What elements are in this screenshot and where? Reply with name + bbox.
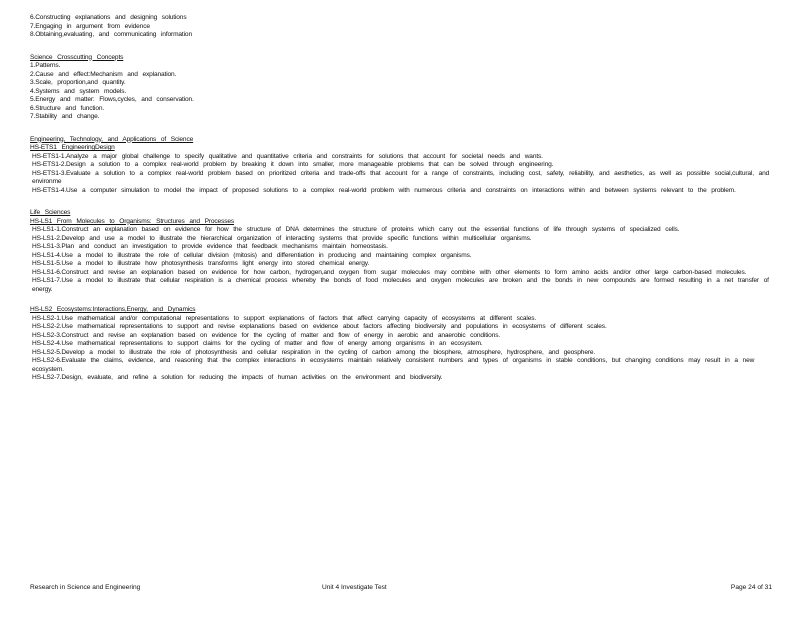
crosscutting-item: 6.Structure and function.: [30, 104, 105, 112]
ets-subheading: HS-ETS1 EngineeringDesign: [30, 144, 115, 151]
practice-item: 7.Engaging in argument from evidence: [30, 22, 150, 30]
crosscutting-item: 4.Systems and system models.: [30, 87, 127, 95]
ls2-subheading: HS-LS2 Ecosystems:Interactions,Energy, and Dynamics: [30, 306, 196, 313]
standard-item: HS-ETS1-2.Design a solution to a complex real-world problem by breaking it down into smaller, more manageable problems that can be solved through engineering.: [32, 161, 554, 168]
standard-item: HS-ETS1-3.Evaluate a solution to a complex real-world problem based on prioritized criteria and trade-offs that account for a range of constraints, including cost, safety, reliability, and aesthetics, as well as possible social,cultural, and environme: [32, 169, 770, 185]
standard-item: HS-LS1-1.Construct an explanation based on evidence for how the structure of DNA determines the structure of proteins which carry out the essential functions of life through systems of specialized cells.: [32, 226, 680, 233]
footer-left-text: Research in Science and Engineering: [30, 584, 141, 591]
standard-item: HS-ETS1-1.Analyze a major global challenge to specify qualitative and quantitative criteria and constraints for solutions that account for societal needs and wants.: [32, 152, 543, 160]
standard-item: HS-LS2-5.Develop a model to illustrate the role of photosynthesis and cellular respiration in the cycling of carbon among the biosphere, atmosphere, hydrosphere, and geosphere.: [32, 348, 596, 356]
crosscutting-item: 7.Stability and change.: [30, 113, 100, 120]
ets-heading: Engineering, Technology, and Applications of Science: [30, 135, 194, 143]
life-sciences-section: [30, 209, 772, 383]
ets-section: [30, 136, 772, 196]
standard-item: HS-LS2-4.Use mathematical representations to support claims for the cycling of matter and flow of energy among organisms in an ecosystem.: [32, 340, 483, 347]
standard-item: HS-LS1-2.Develop and use a model to illustrate the hierarchical organization of interacting systems that provide specific functions within multicellular organisms.: [32, 234, 532, 242]
crosscutting-section: [30, 54, 772, 122]
ls1-subheading: HS-LS1 From Molecules to Organisms: Structures and Processes: [30, 217, 235, 225]
standard-item: HS-LS1-4.Use a model to illustrate the role of cellular division (mitosis) and differentiation in producing and maintaining complex organisms.: [32, 251, 472, 259]
practice-item: 6.Constructing explanations and designing solutions: [30, 14, 187, 21]
crosscutting-item: 1.Patterns.: [30, 62, 61, 69]
standard-item: HS-ETS1-4.Use a computer simulation to model the impact of proposed solutions to a complex real-world problem with numerous criteria and constraints on interactions within and between systems relevant to the problem.: [32, 186, 736, 194]
life-sciences-heading: Life Sciences: [30, 209, 71, 216]
standard-item: HS-LS2-2.Use mathematical representations to support and revise explanations based on evidence about factors affecting biodiversity and populations in ecosystems of different scales.: [32, 323, 607, 330]
crosscutting-heading: Science Crosscutting Concepts: [30, 53, 124, 61]
standard-item: HS-LS2-6.Evaluate the claims, evidence, and reasoning that the complex interactions in ecosystems maintain relatively consistent numbers and types of organisms in stable conditions, but changing conditions may result in a new ecosystem.: [32, 357, 755, 373]
standard-item: HS-LS2-3.Construct and revise an explanation based on evidence for the cycling of matter and flow of energy in aerobic and anaerobic conditions.: [32, 331, 501, 339]
page-number: Page 24 of 31: [730, 584, 772, 591]
page-footer: [30, 583, 772, 593]
standard-item: HS-LS1-7.Use a model to illustrate that cellular respiration is a chemical process whereby the bonds of food molecules and oxygen molecules are broken and the bonds in new compounds are formed resulting in a net transfer of energy.: [32, 277, 769, 293]
crosscutting-item: 2.Cause and effect:Mechanism and explanation.: [30, 70, 177, 78]
standard-item: HS-LS2-7.Design, evaluate, and refine a solution for reducing the impacts of human activities on the environment and biodiversity.: [32, 374, 443, 381]
practices-list: [30, 14, 772, 40]
crosscutting-item: 5.Energy and matter: Flows,cycles, and conservation.: [30, 96, 194, 103]
crosscutting-item: 3.Scale, proportion,and quantity.: [30, 79, 126, 86]
footer-center-text: Unit 4 Investigate Test: [322, 584, 387, 591]
page-content: [30, 14, 772, 383]
standard-item: HS-LS1-6.Construct and revise an explanation based on evidence for how carbon, hydrogen,and oxygen from sugar molecules may combine with other elements to form amino acids and/or other large carbon-based molecules.: [32, 268, 747, 276]
practice-item: 8.Obtaining,evaluating, and communicating information: [30, 31, 192, 38]
standard-item: HS-LS1-5.Use a model to illustrate how photosynthesis transforms light energy into stored chemical energy.: [32, 260, 370, 267]
standard-item: HS-LS2-1.Use mathematical and/or computational representations to support explanations of factors that affect carrying capacity of ecosystems at different scales.: [32, 314, 537, 322]
standard-item: HS-LS1-3.Plan and conduct an investigation to provide evidence that feedback mechanisms maintain homeostasis.: [32, 243, 388, 250]
